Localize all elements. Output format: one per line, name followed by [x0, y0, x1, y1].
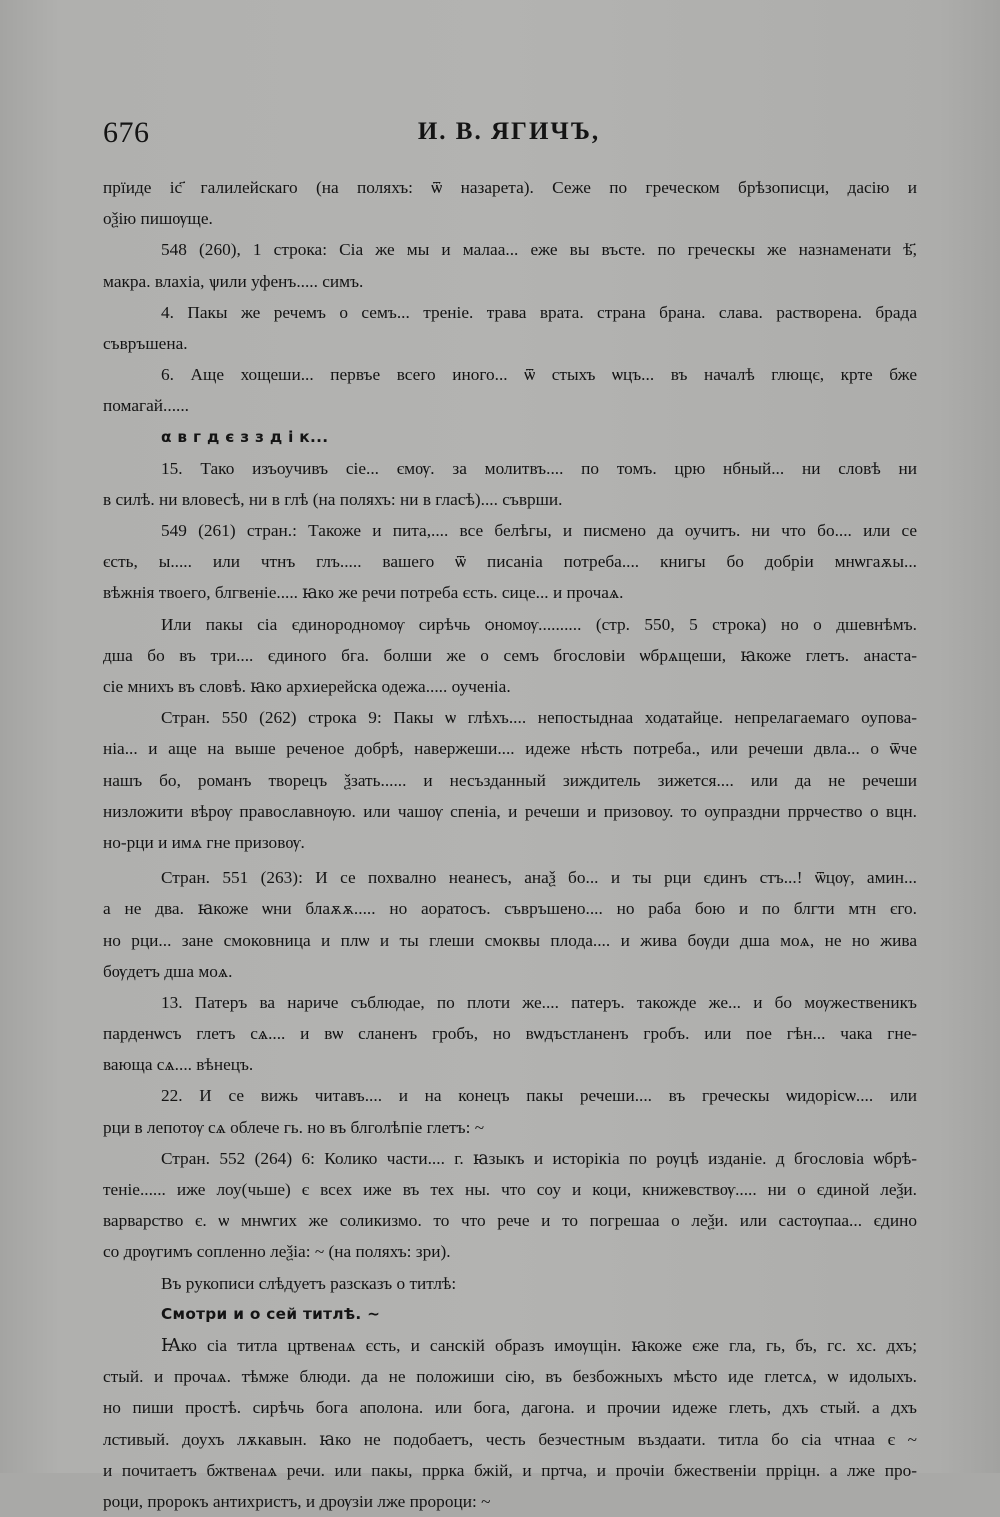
text-line: Смотри и о сей титлѣ. ~ — [161, 1304, 381, 1323]
text-line: 6. Аще хощеши... первъе всего иного... ѿ стыхъ ѡцъ... въ началѣ глющє, крте бже — [161, 365, 917, 385]
text-line: прїиде іс҃ галилейскаго (на поляхъ: ѿ назарета). Сеже по греческом брѣзописци, дасію и — [103, 178, 917, 197]
text-line: со дрѹгимъ сопленно леѯіа: ~ (на поляхъ: зри). — [103, 1242, 451, 1262]
text-line: оѯію пишѹще. — [103, 209, 213, 229]
text-line: Въ рукописи слѣдуетъ разсказъ о титлѣ: — [161, 1273, 457, 1293]
body-text — [103, 172, 917, 1517]
text-line: варварство є. ѡ мнѡгих же соликизмо. то что рече и то погрешаа о леѯи. или састѹпаа... єдино — [103, 1211, 917, 1231]
text-line: ніа... и аще на выше реченое добрѣ, навержеши.... идеже нѣсть потреба., или речеши двла... о ѿче — [103, 739, 917, 759]
text-line: но пиши простѣ. сирѣчь бога аполона. или бога, дагона. и прочии идеже глеть, дхъ стый. а дхъ — [103, 1398, 917, 1418]
text-line: низложити вѣрѹ православнѹю. или чашѹ спеніа, и речеши и призовоу. то оупраздни пррчество о вцн. — [103, 801, 917, 821]
text-line: но-рци и имѧ гне призовѹ. — [103, 832, 305, 852]
text-line: Стран. 552 (264) 6: Колико части.... г. ꙗзыкъ и исторікіа по рѹцѣ изданіе. д бгословіа ѡбрѣ- — [161, 1148, 917, 1168]
page-number: 676 — [103, 116, 150, 149]
text-line: сіе мнихъ въ словѣ. ꙗко архиерейска одежа..... оученіа. — [103, 677, 511, 696]
text-line: рци в лепотѹ сѧ облече гь. но въ блголѣпіе глетъ: ~ — [103, 1117, 485, 1137]
text-line: 22. И се вижь читавъ.... и на конецъ пакы речеши.... въ греческы ѡидорісѡ.... или — [161, 1086, 917, 1106]
text-line: в силѣ. ни вловесѣ, ни в глѣ (на поляхъ: ни в гласѣ).... съврши. — [103, 489, 563, 509]
text-line: вѣжнія твоего, блгвеніе..... ꙗко же речи потреба єсть. сице... и прочаѧ. — [103, 583, 624, 603]
text-line: лстивый. доухъ лѫкавын. ꙗко не подобаетъ, честь безчестным въздаати. титла бо сіа чтнаа є ~ — [103, 1429, 917, 1449]
text-line: єсть, ы..... или чтнъ глъ..... вашего ѿ писаніа потреба.... книгы бо добріи мнѡгаѫы... — [103, 552, 917, 572]
text-line: нашъ бо, романъ творецъ ѯзать...... и несъзданный зиждитель зижется.... или да не речеши — [103, 770, 917, 790]
text-line: и почитаетъ бжтвенаѧ речи. или пакы, пррка бжій, и пртча, и прочіи бжественіи прріцн. а лже про- — [103, 1460, 917, 1480]
text-line: но рци... зане смоковница и плѡ и ты глеши смоквы плода.... и жива бѹди дша моѧ, не но жива — [103, 930, 917, 950]
running-head: И. В. ЯГИЧЪ, — [417, 118, 601, 145]
text-line: Стран. 551 (263): И се похвално неанесъ, анаѯ бо... и ты рци єдинъ стъ...! ѿцѹ, амин... — [161, 868, 917, 888]
text-line: бѹдетъ дша моѧ. — [103, 961, 233, 981]
text-line: помагай...... — [103, 396, 189, 416]
text-line: 548 (260), 1 строка: Сіа же мы и малаа... еже вы въсте. по греческы же назнаменати ѣ҃, — [161, 240, 917, 260]
text-line: теніе...... иже лоу(чьше) є всех иже въ тех ны. что соу и коци, книжевствѹ..... ни о єдиной леѯи. — [103, 1180, 917, 1199]
text-line: Ꙗко сіа титла цртвенаѧ єсть, и санскій образъ имѹщін. ꙗкоже єже гла, гь, бъ, гс. хс. дхъ; — [161, 1335, 917, 1355]
text-line: 4. Пакы же речемъ о семъ... треніе. трава врата. страна брана. слава. растворена. брада — [161, 302, 917, 322]
text-line: дша бо въ три.... єдиного бга. болши же о семъ бгословіи ѡбрѧщеши, ꙗкоже глетъ. анаста- — [103, 645, 917, 665]
text-line: 549 (261) стран.: Такоже и пита,.... все белѣгы, и писмено да оучитъ. ни что бо.... или се — [161, 521, 917, 541]
text-line: а не два. ꙗкоже ѡни блаѫѫ..... но аоратосъ. съвръшено.... но раба бою и по блгти мтн єго. — [103, 899, 917, 919]
text-line: вающа сѧ.... вѣнецъ. — [103, 1055, 254, 1075]
text-line: стый. и прочаѧ. тѣмже блюди. да не положиши сію, въ безбожныхъ мѣсто иде глетсѧ, ѡ идолыхъ. — [103, 1367, 917, 1387]
text-line: роци, пророкъ антихристъ, и дрѹзіи лже пророци: ~ — [103, 1491, 491, 1511]
page-header — [103, 116, 915, 150]
text-line: 13. Патеръ ва нариче съблюдае, по плоти же.... патеръ. такожде же... и бо мѹжественикъ — [161, 992, 917, 1012]
text-line: Стран. 550 (262) строка 9: Пакы ѡ глѣхъ.... непостыднаа ходатайце. непрелагаемаго оупова- — [161, 708, 917, 728]
text-line: парденѡсъ глетъ сѧ.... и вѡ сланенъ гробъ, но вѡдъстланенъ гробъ. или пое гѣн... чака гне- — [103, 1024, 917, 1044]
text-line: съвръшена. — [103, 333, 188, 353]
text-line: Или пакы сіа єдинородномѹ сирѣчь ѻномѹ.......... (стр. 550, 5 строка) но о дшевнѣмъ. — [161, 614, 917, 634]
text-line: 15. Тако изъоучивъ сіе... ємѹ. за молитвъ.... по томъ. црю нбный... ни словѣ ни — [161, 458, 917, 478]
text-line: макра. влахіа, ѱили уфенъ..... симъ. — [103, 271, 364, 291]
text-line: α в г д є з з д і к... — [161, 427, 329, 446]
